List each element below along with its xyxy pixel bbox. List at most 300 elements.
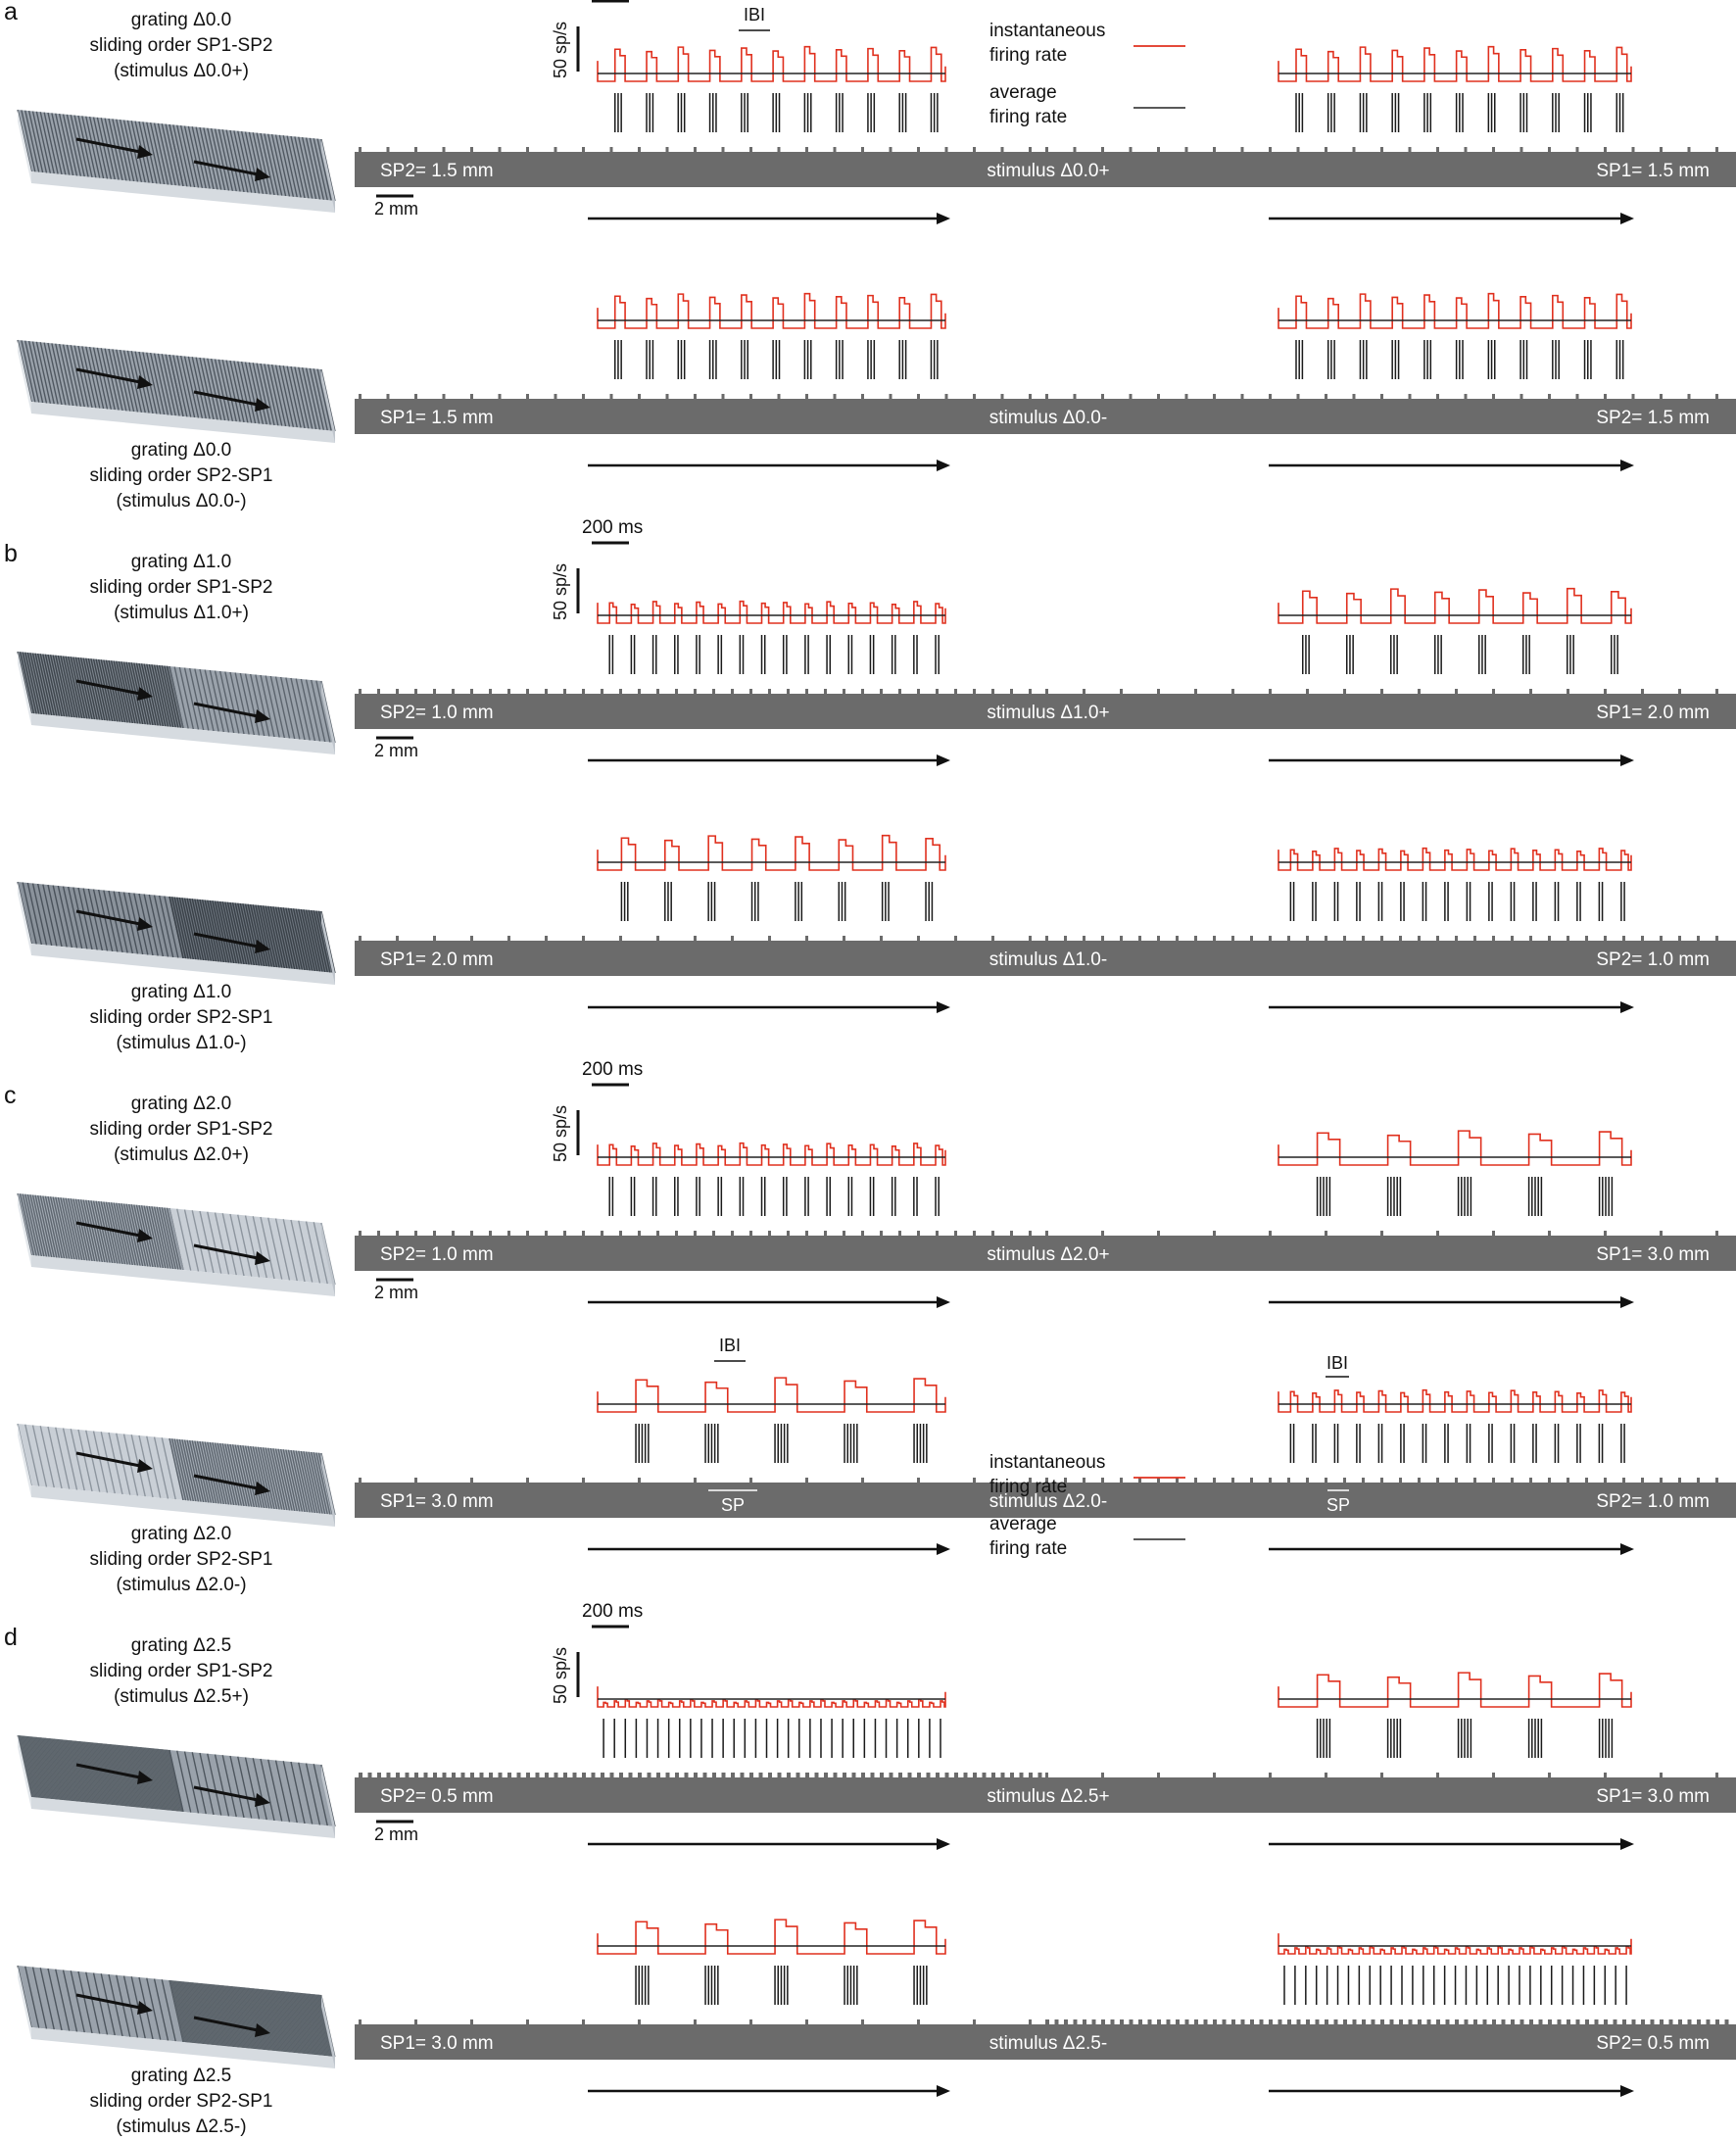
grating-tick [1213, 1773, 1216, 1777]
grating-tick [1250, 936, 1253, 941]
grating-tick [1029, 689, 1032, 694]
bar-label-left: SP2= 0.5 mm [380, 1786, 494, 1807]
grating-tick [973, 2019, 976, 2024]
grating-tick [1715, 936, 1718, 941]
grating-tick [619, 689, 622, 694]
grating-tick [731, 689, 734, 694]
grating-tick [1520, 147, 1523, 152]
grating-tick [1697, 1478, 1700, 1483]
block-caption-line: sliding order SP2-SP1 [89, 465, 273, 486]
direction-arrow-head-icon [937, 1838, 950, 1850]
time-scale-label: 200 ms [582, 1059, 644, 1080]
grating-tick [414, 1478, 417, 1483]
grating-tick [936, 689, 939, 694]
grating-tick [1045, 1231, 1048, 1236]
mm-scale-label: 2 mm [374, 1283, 418, 1302]
grating-tick [1260, 2019, 1264, 2024]
grating-tick [1678, 1478, 1681, 1483]
grating-tick [778, 394, 781, 399]
ibi-label: IBI [718, 1336, 742, 1355]
grating-tick [1138, 936, 1141, 941]
grating-tick [433, 936, 436, 941]
legend-instantaneous-label: firing rate [989, 1477, 1068, 1497]
grating-tick [1306, 1478, 1309, 1483]
rate-scale-label: 50 sp/s [551, 21, 570, 79]
block-caption-line: (stimulus Δ0.0-) [116, 491, 247, 511]
grating-tick [768, 689, 771, 694]
grating-tick [1316, 2019, 1320, 2024]
grating-tick [452, 1773, 456, 1777]
grating-tick [1343, 689, 1346, 694]
grating-tick [927, 1773, 931, 1777]
grating-tick [834, 147, 837, 152]
grating-tick [480, 1773, 484, 1777]
grating-tick [396, 936, 399, 941]
grating-tick [898, 689, 901, 694]
grating-tick [1157, 394, 1160, 399]
grating-tick [1101, 1478, 1104, 1483]
grating-tick [1660, 394, 1663, 399]
grating-tick [768, 936, 771, 941]
grating-tick [1567, 936, 1569, 941]
direction-arrow-head-icon [937, 2085, 950, 2097]
block-caption-line: grating Δ2.0 [130, 1524, 232, 1544]
grating-tick [1001, 1773, 1005, 1777]
panel-a-row-1-right-instantaneous-rate [1278, 47, 1631, 81]
grating-tick [1651, 2019, 1655, 2024]
grating-tick [1418, 936, 1421, 941]
grating-tick [1641, 936, 1644, 941]
grating-tick [1548, 936, 1551, 941]
grating-tick [1520, 394, 1523, 399]
grating-tick [1045, 936, 1048, 941]
block-caption-line: sliding order SP2-SP1 [89, 1549, 273, 1570]
bar-label-right: SP2= 1.0 mm [1596, 949, 1710, 970]
panel-c-row-2-stimulus-block [18, 1424, 335, 1527]
grating-tick [619, 936, 622, 941]
grating-tick [1473, 1478, 1476, 1483]
grating-tick [834, 1773, 838, 1777]
grating-tick [1101, 1773, 1104, 1777]
grating-tick [1362, 2019, 1366, 2024]
grating-tick [582, 147, 585, 152]
grating-tick [1715, 394, 1718, 399]
grating-tick [694, 1478, 697, 1483]
grating-tick [517, 1773, 521, 1777]
grating-tick [1585, 936, 1588, 941]
grating-tick [1176, 936, 1179, 941]
grating-tick [712, 1773, 716, 1777]
panel-a-row-1-left-spike-raster [615, 93, 938, 132]
grating-tick [954, 1773, 958, 1777]
grating-tick [489, 1231, 492, 1236]
grating-tick [954, 1231, 957, 1236]
panel-b-row-1-stimulus-block [18, 652, 335, 754]
grating-tick [1213, 1478, 1216, 1483]
grating-tick [1083, 936, 1085, 941]
grating-tick [843, 936, 845, 941]
grating-tick [359, 1478, 362, 1483]
grating-tick [973, 394, 976, 399]
bar-label-right: SP1= 2.0 mm [1596, 703, 1710, 723]
bar-label-left: SP2= 1.0 mm [380, 1244, 494, 1265]
grating-tick [396, 689, 399, 694]
grating-tick [1297, 394, 1300, 399]
panel-d [4, 1601, 1736, 2137]
grating-tick [1101, 936, 1104, 941]
grating-tick [917, 2019, 920, 2024]
panel-b-row-1-left-instantaneous-rate [598, 602, 945, 623]
grating-tick [675, 1231, 678, 1236]
panel-d-row-2-right-instantaneous-rate [1278, 1933, 1631, 1954]
grating-tick [861, 2019, 864, 2024]
grating-tick [1157, 2019, 1161, 2024]
panel-a-row-1-right-spike-raster [1296, 93, 1623, 132]
grating-tick [563, 1773, 567, 1777]
grating-tick [638, 147, 641, 152]
grating-tick [1157, 689, 1160, 694]
grating-tick [638, 2019, 641, 2024]
grating-tick [749, 394, 752, 399]
panel-d-row-2-left-instantaneous-rate [598, 1920, 945, 1954]
grating-tick [1213, 2019, 1217, 2024]
grating-tick [359, 394, 362, 399]
grating-tick [1269, 689, 1272, 694]
grating-tick [592, 1773, 596, 1777]
grating-tick [1185, 394, 1188, 399]
panel-d-row-2-left-spike-raster [636, 1966, 927, 2005]
grating-tick [1576, 147, 1579, 152]
panel-c-row-2-right-instantaneous-rate [1278, 1390, 1631, 1412]
grating-tick [1157, 1773, 1160, 1777]
grating-tick [1427, 2019, 1431, 2024]
grating-tick [526, 147, 529, 152]
grating-tick [824, 1773, 828, 1777]
block-caption-line: (stimulus Δ2.5-) [116, 2116, 247, 2137]
grating-tick [443, 147, 446, 152]
block-caption-line: sliding order SP2-SP1 [89, 1007, 273, 1028]
grating-tick [1045, 147, 1048, 152]
direction-arrow-head-icon [937, 754, 950, 766]
grating-tick [1269, 936, 1272, 941]
grating-tick [414, 147, 417, 152]
grating-tick [1010, 689, 1013, 694]
bar-label-center: stimulus Δ2.0+ [987, 1244, 1110, 1265]
grating-tick [638, 1478, 641, 1483]
panel-b-row-1-right-instantaneous-rate [1278, 589, 1631, 623]
grating-tick [1502, 2019, 1506, 2024]
grating-tick [1130, 2019, 1133, 2024]
panel-b-row-1-right-spike-raster [1303, 635, 1617, 674]
grating-tick [619, 1773, 623, 1777]
direction-arrow-head-icon [937, 1296, 950, 1308]
grating-tick [1120, 689, 1123, 694]
grating-tick [1418, 2019, 1422, 2024]
grating-tick [1418, 689, 1421, 694]
grating-tick [1045, 2019, 1049, 2024]
grating-tick [1269, 2019, 1273, 2024]
grating-tick [722, 1773, 726, 1777]
grating-tick [1473, 936, 1476, 941]
panel-c-row-1-right-spike-raster [1318, 1177, 1613, 1216]
grating-tick [359, 2019, 362, 2024]
grating-tick [656, 936, 659, 941]
grating-tick [489, 689, 492, 694]
panel-d-row-1-right-instantaneous-rate [1278, 1673, 1631, 1707]
grating-tick [406, 1773, 410, 1777]
grating-tick [499, 147, 502, 152]
panel-b-row-2-right-instantaneous-rate [1278, 849, 1631, 870]
grating-tick [433, 689, 436, 694]
time-scale-label: 200 ms [582, 517, 644, 538]
grating-tick [1148, 2019, 1152, 2024]
panel-d-row-2 [18, 1920, 1736, 2137]
grating-tick [1511, 936, 1514, 941]
grating-tick [656, 689, 659, 694]
grating-tick [1213, 394, 1216, 399]
grating-tick [470, 1231, 473, 1236]
grating-tick [1045, 394, 1048, 399]
grating-tick [601, 689, 603, 694]
legend-instantaneous-label: instantaneous [989, 1452, 1106, 1473]
grating-tick [1334, 2019, 1338, 2024]
grating-tick [1492, 1773, 1495, 1777]
grating-tick [1157, 147, 1160, 152]
legend-average-label: average [989, 82, 1057, 103]
bar-label-left: SP2= 1.0 mm [380, 703, 494, 723]
grating-tick [1399, 1478, 1402, 1483]
grating-tick [898, 1231, 901, 1236]
grating-tick [1715, 2019, 1719, 2024]
grating-tick [507, 936, 510, 941]
grating-tick [1622, 1478, 1625, 1483]
grating-tick [1083, 689, 1085, 694]
grating-tick [1380, 936, 1383, 941]
grating-tick [694, 936, 697, 941]
grating-tick [1353, 2019, 1357, 2024]
grating-tick [601, 1231, 603, 1236]
grating-tick [1045, 689, 1048, 694]
grating-tick [424, 1773, 428, 1777]
grating-tick [1455, 936, 1458, 941]
grating-tick [1343, 1478, 1346, 1483]
grating-tick [1548, 394, 1551, 399]
grating-tick [545, 1773, 549, 1777]
grating-tick [1558, 2019, 1562, 2024]
direction-arrow-head-icon [1620, 1838, 1634, 1850]
grating-tick [377, 1773, 381, 1777]
grating-tick [489, 1773, 493, 1777]
grating-tick [787, 1231, 790, 1236]
grating-tick [545, 1231, 548, 1236]
grating-tick [1231, 1478, 1234, 1483]
grating-tick [1101, 394, 1104, 399]
legend-instantaneous-label: instantaneous [989, 21, 1106, 41]
grating-tick [1567, 1478, 1569, 1483]
grating-tick [387, 147, 390, 152]
grating-tick [1585, 2019, 1589, 2024]
grating-tick [1725, 2019, 1729, 2024]
bar-label-right: SP2= 1.5 mm [1596, 408, 1710, 428]
grating-tick [666, 394, 669, 399]
grating-tick [387, 1773, 391, 1777]
grating-tick [1529, 2019, 1533, 2024]
grating-tick [619, 1231, 622, 1236]
panel-d-row-2-stimulus-block [18, 1966, 335, 2068]
grating-tick [1678, 2019, 1682, 2024]
grating-tick [1380, 689, 1383, 694]
mm-scale-label: 2 mm [374, 1824, 418, 1844]
grating-tick [470, 147, 473, 152]
panel-c [4, 1059, 1736, 1595]
grating-tick [917, 689, 920, 694]
grating-tick [582, 2019, 585, 2024]
grating-tick [712, 1231, 715, 1236]
grating-tick [1390, 2019, 1394, 2024]
grating-tick [973, 1478, 976, 1483]
bar-label-center: stimulus Δ1.0+ [987, 703, 1110, 723]
panel-c-row-1-left-spike-raster [609, 1177, 939, 1216]
grating-tick [470, 1773, 474, 1777]
grating-tick [1074, 147, 1077, 152]
grating-tick [1083, 2019, 1086, 2024]
block-caption-line: sliding order SP1-SP2 [89, 1119, 273, 1140]
grating-tick [555, 147, 557, 152]
grating-tick [610, 1773, 614, 1777]
bar-label-center: stimulus Δ0.0+ [987, 161, 1110, 181]
grating-tick [1287, 2019, 1291, 2024]
grating-tick [1269, 1478, 1272, 1483]
grating-tick [1399, 2019, 1403, 2024]
panel-d-row-2-right-spike-raster [1284, 1966, 1626, 2005]
grating-tick [1529, 1478, 1532, 1483]
grating-tick [1362, 936, 1365, 941]
grating-tick [805, 689, 808, 694]
grating-tick [526, 1478, 529, 1483]
grating-tick [507, 1773, 511, 1777]
grating-tick [656, 1773, 660, 1777]
grating-tick [1353, 394, 1356, 399]
grating-tick [582, 1231, 585, 1236]
grating-tick [1641, 689, 1644, 694]
grating-tick [954, 689, 957, 694]
grating-tick [871, 1773, 875, 1777]
direction-arrow-head-icon [1620, 2085, 1634, 2097]
grating-tick [1306, 2019, 1310, 2024]
grating-tick [1622, 2019, 1626, 2024]
grating-tick [414, 2019, 417, 2024]
grating-tick [1194, 1478, 1197, 1483]
grating-tick [694, 2019, 697, 2024]
grating-tick [954, 936, 957, 941]
grating-tick [461, 1773, 465, 1777]
grating-tick [666, 147, 669, 152]
grating-tick [1409, 394, 1412, 399]
grating-tick [1029, 1773, 1033, 1777]
grating-tick [973, 1231, 976, 1236]
grating-tick [749, 2019, 752, 2024]
grating-tick [1688, 394, 1691, 399]
grating-tick [507, 689, 510, 694]
grating-tick [917, 1773, 921, 1777]
grating-tick [1604, 1478, 1607, 1483]
grating-tick [1213, 936, 1216, 941]
grating-tick [1604, 394, 1607, 399]
grating-tick [983, 1773, 987, 1777]
grating-tick [815, 1773, 819, 1777]
grating-tick [1101, 2019, 1105, 2024]
panel-c-row-1-right-instantaneous-rate [1278, 1131, 1631, 1165]
grating-tick [1325, 1478, 1327, 1483]
grating-tick [499, 1773, 503, 1777]
bar-label-center: stimulus Δ2.5+ [987, 1786, 1110, 1807]
grating-tick [470, 394, 473, 399]
bar-label-center: stimulus Δ1.0- [989, 949, 1108, 970]
grating-tick [1604, 1773, 1607, 1777]
grating-tick [1492, 936, 1495, 941]
grating-tick [1231, 689, 1234, 694]
grating-tick [452, 689, 455, 694]
grating-tick [470, 1478, 473, 1483]
grating-tick [1064, 2019, 1068, 2024]
bar-label-center: stimulus Δ0.0- [989, 408, 1108, 428]
grating-tick [1715, 1773, 1718, 1777]
grating-tick [1010, 1231, 1013, 1236]
block-caption-line: sliding order SP1-SP2 [89, 577, 273, 598]
grating-tick [563, 1231, 566, 1236]
grating-tick [731, 1773, 735, 1777]
grating-tick [880, 689, 883, 694]
grating-tick [1120, 936, 1123, 941]
grating-tick [1380, 394, 1383, 399]
panel-c-row-1 [18, 1059, 1736, 1308]
grating-tick [861, 689, 864, 694]
legend-average-label: average [989, 1514, 1057, 1534]
grating-tick [1567, 2019, 1570, 2024]
grating-tick [1297, 2019, 1301, 2024]
grating-tick [1343, 2019, 1347, 2024]
grating-tick [917, 147, 920, 152]
grating-tick [694, 1231, 697, 1236]
grating-tick [1660, 1231, 1663, 1236]
grating-tick [1325, 394, 1327, 399]
grating-tick [1325, 147, 1327, 152]
direction-arrow-head-icon [937, 460, 950, 471]
grating-tick [1614, 2019, 1617, 2024]
panel-a-row-2-right-spike-raster [1296, 340, 1623, 379]
grating-tick [1306, 936, 1309, 941]
grating-tick [368, 1773, 372, 1777]
grating-tick [414, 394, 417, 399]
bar-label-left: SP2= 1.5 mm [380, 161, 494, 181]
grating-tick [1660, 936, 1663, 941]
bar-label-right: SP2= 0.5 mm [1596, 2033, 1710, 2054]
grating-tick [722, 394, 725, 399]
grating-tick [1380, 1231, 1383, 1236]
panel-b [4, 517, 1736, 1053]
grating-tick [526, 2019, 529, 2024]
grating-tick [1715, 689, 1718, 694]
grating-tick [638, 1773, 642, 1777]
block-caption-line: (stimulus Δ2.5+) [114, 1686, 249, 1707]
grating-tick [1269, 1773, 1272, 1777]
grating-tick [861, 1478, 864, 1483]
grating-tick [359, 936, 362, 941]
grating-tick [1678, 936, 1681, 941]
grating-tick [1092, 2019, 1096, 2024]
grating-tick [685, 1773, 689, 1777]
grating-tick [582, 689, 585, 694]
